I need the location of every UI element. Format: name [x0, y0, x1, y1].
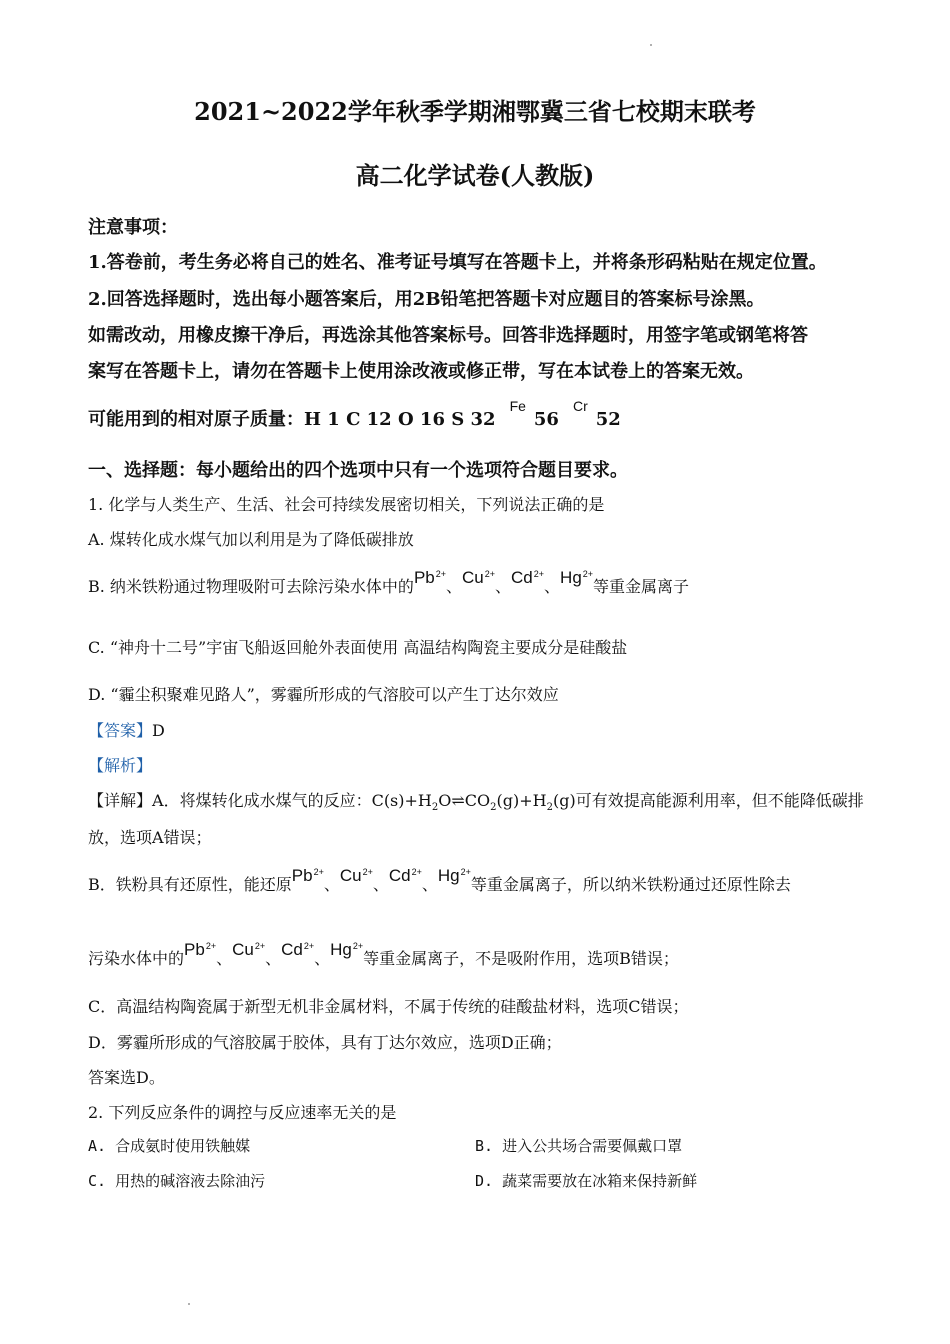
- ion-pb: $Pb^{2+}$: [291, 866, 324, 885]
- ion-cu: $Cu^{2+}$: [462, 568, 496, 587]
- ion-cd: $Cd^{2+}$: [511, 568, 545, 587]
- separator: 、: [495, 577, 512, 596]
- question-1-option-d: D. “霾尘积聚难见路人”，雾霾所形成的气溶胶可以产生丁达尔效应: [88, 685, 559, 704]
- detail-a-line-1: 【详解】A．将煤转化成水煤气的反应：$C(s)+H_2O\rightleftharpoons CO_2(g)+H_2(g)$可有效提高能源利用率，但不能降低碳排: [88, 791, 864, 814]
- option-b-suffix: 等重金属离子: [593, 577, 690, 596]
- question-1-option-b: [88, 568, 690, 597]
- question-1-option-c: C. “神舟十二号”宇宙飞船返回舱外表面使用 高温结构陶瓷主要成分是硅酸盐: [88, 638, 628, 657]
- detail-tag: 【详解】: [88, 791, 153, 810]
- detail-b-line-2: 污染水体中的$Pb^{2+}$、$Cu^{2+}$、$Cd^{2+}$、$Hg^{2+}$等重金属离子，不是吸附作用，选项B错误；: [88, 940, 679, 968]
- detail-b-line-1: B．铁粉具有还原性，能还原$Pb^{2+}$、$Cu^{2+}$、$Cd^{2+}$、$Hg^{2+}$等重金属离子，所以纳米铁粉通过还原性除去: [88, 866, 791, 894]
- fe-mass: 56: [533, 409, 559, 430]
- question-2-stem: 2. 下列反应条件的调控与反应速率无关的是: [88, 1103, 397, 1122]
- scan-dot: [188, 1303, 190, 1305]
- question-2-option-c: C. 用热的碱溶液去除油污: [88, 1172, 266, 1190]
- cr-symbol: Cr: [572, 398, 588, 414]
- question-2-option-b: B. 进入公共场合需要佩戴口罩: [475, 1137, 683, 1155]
- option-b-prefix: B. 纳米铁粉通过物理吸附可去除污染水体中的: [88, 577, 414, 596]
- ion-hg: $Hg^{2+}$: [560, 568, 594, 587]
- question-2-option-d: D. 蔬菜需要放在冰箱来保持新鲜: [475, 1172, 698, 1190]
- question-1-option-a: A. 煤转化成水煤气加以利用是为了降低碳排放: [88, 530, 414, 549]
- atomic-mass-line: [88, 398, 621, 431]
- question-2-option-a: A. 合成氨时使用铁触媒: [88, 1137, 251, 1155]
- detail-c: C．高温结构陶瓷属于新型无机非金属材料，不属于传统的硅酸盐材料，选项C错误；: [88, 997, 689, 1016]
- exam-subtitle: 高二化学试卷(人教版): [355, 161, 595, 190]
- notice-item-2-continued: 如需改动，用橡皮擦干净后，再选涂其他答案标号。回答非选择题时，用签字笔或钢笔将答: [88, 325, 808, 346]
- analysis-tag: 【解析】: [88, 756, 153, 775]
- cr-mass: 52: [595, 409, 621, 430]
- ion-hg: $Hg^{2+}$: [330, 940, 364, 959]
- answer-line: [88, 718, 165, 741]
- ion-cu: $Cu^{2+}$: [339, 866, 373, 885]
- atomic-mass-prefix: 可能用到的相对原子质量：H 1 C 12 O 16 S 32: [88, 409, 496, 430]
- question-1-stem: 1. 化学与人类生产、生活、社会可持续发展密切相关，下列说法正确的是: [88, 495, 605, 514]
- scan-dot: [650, 44, 652, 46]
- separator: 、: [544, 577, 561, 596]
- notice-item-2-continued-2: 案写在答题卡上，请勿在答题卡上使用涂改液或修正带，写在本试卷上的答案无效。: [88, 361, 754, 382]
- ion-cu: $Cu^{2+}$: [232, 940, 266, 959]
- conclusion: 答案选D。: [88, 1068, 165, 1087]
- ion-pb: $Pb^{2+}$: [184, 940, 217, 959]
- notice-item-1: 1.答卷前，考生务必将自己的姓名、准考证号填写在答题卡上，并将条形码粘贴在规定位置。: [88, 252, 827, 273]
- answer-tag: 【答案】: [88, 721, 153, 740]
- exam-title: 2021~2022学年秋季学期湘鄂冀三省七校期末联考: [194, 97, 756, 126]
- ion-cd: $Cd^{2+}$: [388, 866, 422, 885]
- section-heading: 一、选择题：每小题给出的四个选项中只有一个选项符合题目要求。: [88, 460, 628, 481]
- ion-pb: $Pb^{2+}$: [413, 568, 446, 587]
- notice-heading: 注意事项：: [88, 217, 178, 238]
- notice-item-2: 2.回答选择题时，选出每小题答案后，用2B铅笔把答题卡对应题目的答案标号涂黑。: [88, 289, 765, 310]
- separator: 、: [446, 577, 463, 596]
- fe-symbol: Fe: [509, 398, 526, 414]
- detail-d: D．雾霾所形成的气溶胶属于胶体，具有丁达尔效应，选项D正确；: [88, 1033, 562, 1052]
- ion-cd: $Cd^{2+}$: [281, 940, 315, 959]
- ion-hg: $Hg^{2+}$: [437, 866, 471, 885]
- answer-value: D: [152, 721, 165, 740]
- detail-a-line-2: 放，选项A错误；: [88, 828, 212, 847]
